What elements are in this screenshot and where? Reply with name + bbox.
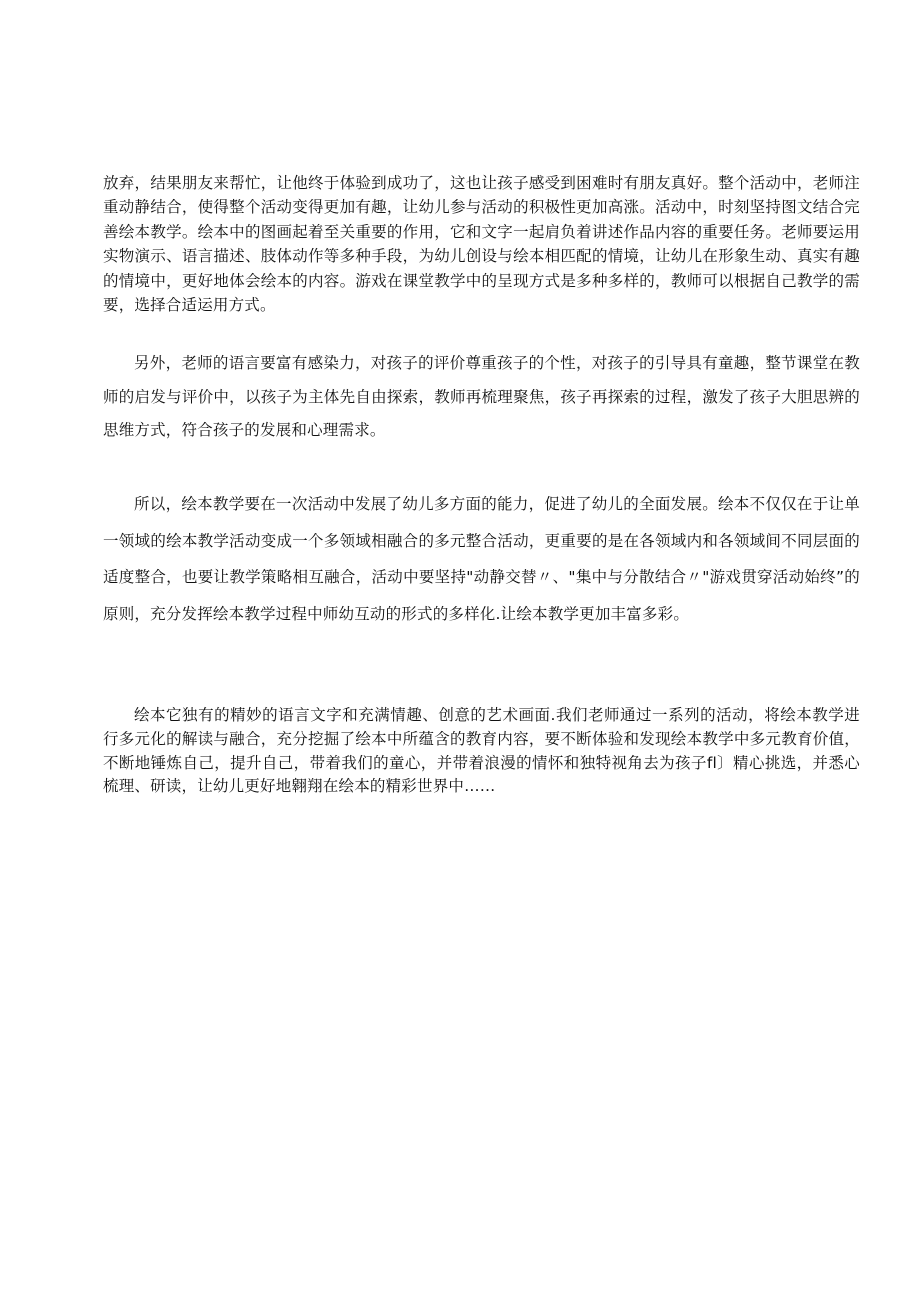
paragraph-3: 所以，绘本教学要在一次活动中发展了幼儿多方面的能力，促进了幼儿的全面发展。绘本不仅仅在于让单一领域的绘本教学活动变成一个多领域相融合的多元整合活动，更重要的是在各领域内和各领域间不同层面的适度整合，也要让教学策略相互融合，活动中要坚持"动静交替〃、"集中与分散结合〃"游戏贯穿活动始终”的原则，充分发挥绘本教学过程中师幼互动的形式的多样化.让绘本教学更加丰富多彩。 xyxy=(103,495,860,623)
paragraph-2: 另外，老师的语言要富有感染力，对孩子的评价尊重孩子的个性，对孩子的引导具有童趣，整节课堂在教师的启发与评价中，以孩子为主体先自由探索，教师再梳理聚焦，孩子再探索的过程，激发了孩子大胆思辨的思维方式，符合孩子的发展和心理需求。 xyxy=(103,354,860,439)
paragraph-4: 绘本它独有的精妙的语言文字和充满情趣、创意的艺术画面.我们老师通过一系列的活动，将绘本教学进行多元化的解读与融合，充分挖掘了绘本中所蕴含的教育内容，要不断体验和发现绘本教学中多元教育价值，不断地锤炼自己，提升自己，带着我们的童心，并带着浪漫的情怀和独特视角去为孩子fl〕精心挑选，并悉心梳理、研读，让幼儿更好地翱翔在绘本的精彩世界中…… xyxy=(103,706,860,796)
paragraph-1: 放弃，结果朋友来帮忙，让他终于体验到成功了，这也让孩子感受到困难时有朋友真好。整个活动中，老师注重动静结合，使得整个活动变得更加有趣，让幼儿参与活动的积极性更加高涨。活动中，时刻坚持图文结合完善绘本教学。绘本中的图画起着至关重要的作用，它和文字一起肩负着讲述作品内容的重要任务。老师要运用实物演示、语言描述、肢体动作等多种手段，为幼儿创设与绘本相匹配的情境，让幼儿在形象生动、真实有趣的情境中，更好地体会绘本的内容。游戏在课堂教学中的呈现方式是多种多样的，教师可以根据自己教学的需要，选择合适运用方式。 xyxy=(103,174,860,315)
